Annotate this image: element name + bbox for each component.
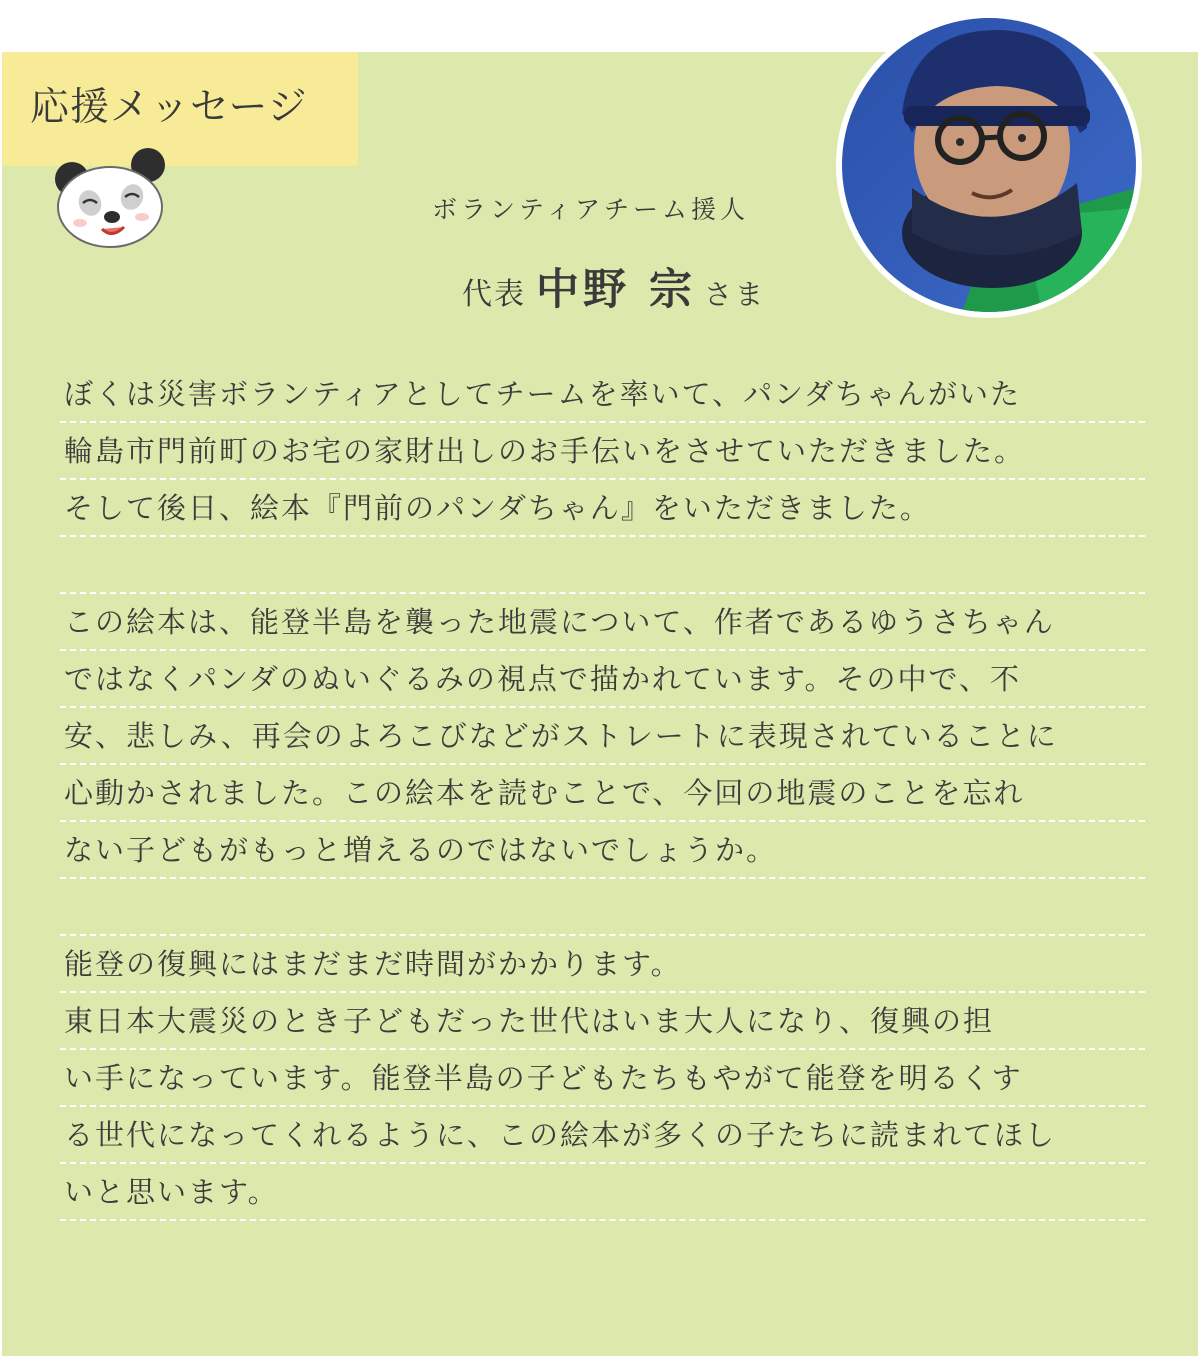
author-title: 代表: [462, 277, 526, 312]
paragraph-spacer: [60, 537, 1145, 594]
message-line: 心動かされました。この絵本を読むことで、今回の地震のことを忘れ: [60, 765, 1145, 822]
portrait-photo: [836, 12, 1142, 318]
author-name: 中野 宗: [536, 265, 696, 315]
message-line: ぼくは災害ボランティアとしてチームを率いて、パンダちゃんがいた: [60, 366, 1145, 423]
message-line: この絵本は、能登半島を襲った地震について、作者であるゆうさちゃん: [60, 594, 1145, 651]
message-line: ではなくパンダのぬいぐるみの視点で描かれています。その中で、不: [60, 651, 1145, 708]
message-line: 安、悲しみ、再会のよろこびなどがストレートに表現されていることに: [60, 708, 1145, 765]
message-line: い手になっています。能登半島の子どもたちもやがて能登を明るくす: [60, 1050, 1145, 1107]
message-line: る世代になってくれるように、この絵本が多くの子たちに読まれてほし: [60, 1107, 1145, 1164]
message-line: 能登の復興にはまだまだ時間がかかります。: [60, 936, 1145, 993]
message-line: 輪島市門前町のお宅の家財出しのお手伝いをさせていただきました。: [60, 423, 1145, 480]
message-line: そして後日、絵本『門前のパンダちゃん』をいただきました。: [60, 480, 1145, 537]
author-name-line: [462, 256, 766, 316]
message-line: 東日本大震災のとき子どもだった世代はいま大人になり、復興の担: [60, 993, 1145, 1050]
author-honorific: さま: [703, 278, 766, 311]
message-line: ない子どもがもっと増えるのではないでしょうか。: [60, 822, 1145, 879]
message-body: [60, 366, 1145, 1221]
message-line: いと思います。: [60, 1164, 1145, 1221]
panda-illustration: [50, 143, 170, 253]
author-role: ボランティアチーム援人: [432, 195, 750, 224]
section-label-text: 応援メッセージ: [30, 85, 308, 130]
paragraph-spacer: [60, 879, 1145, 936]
